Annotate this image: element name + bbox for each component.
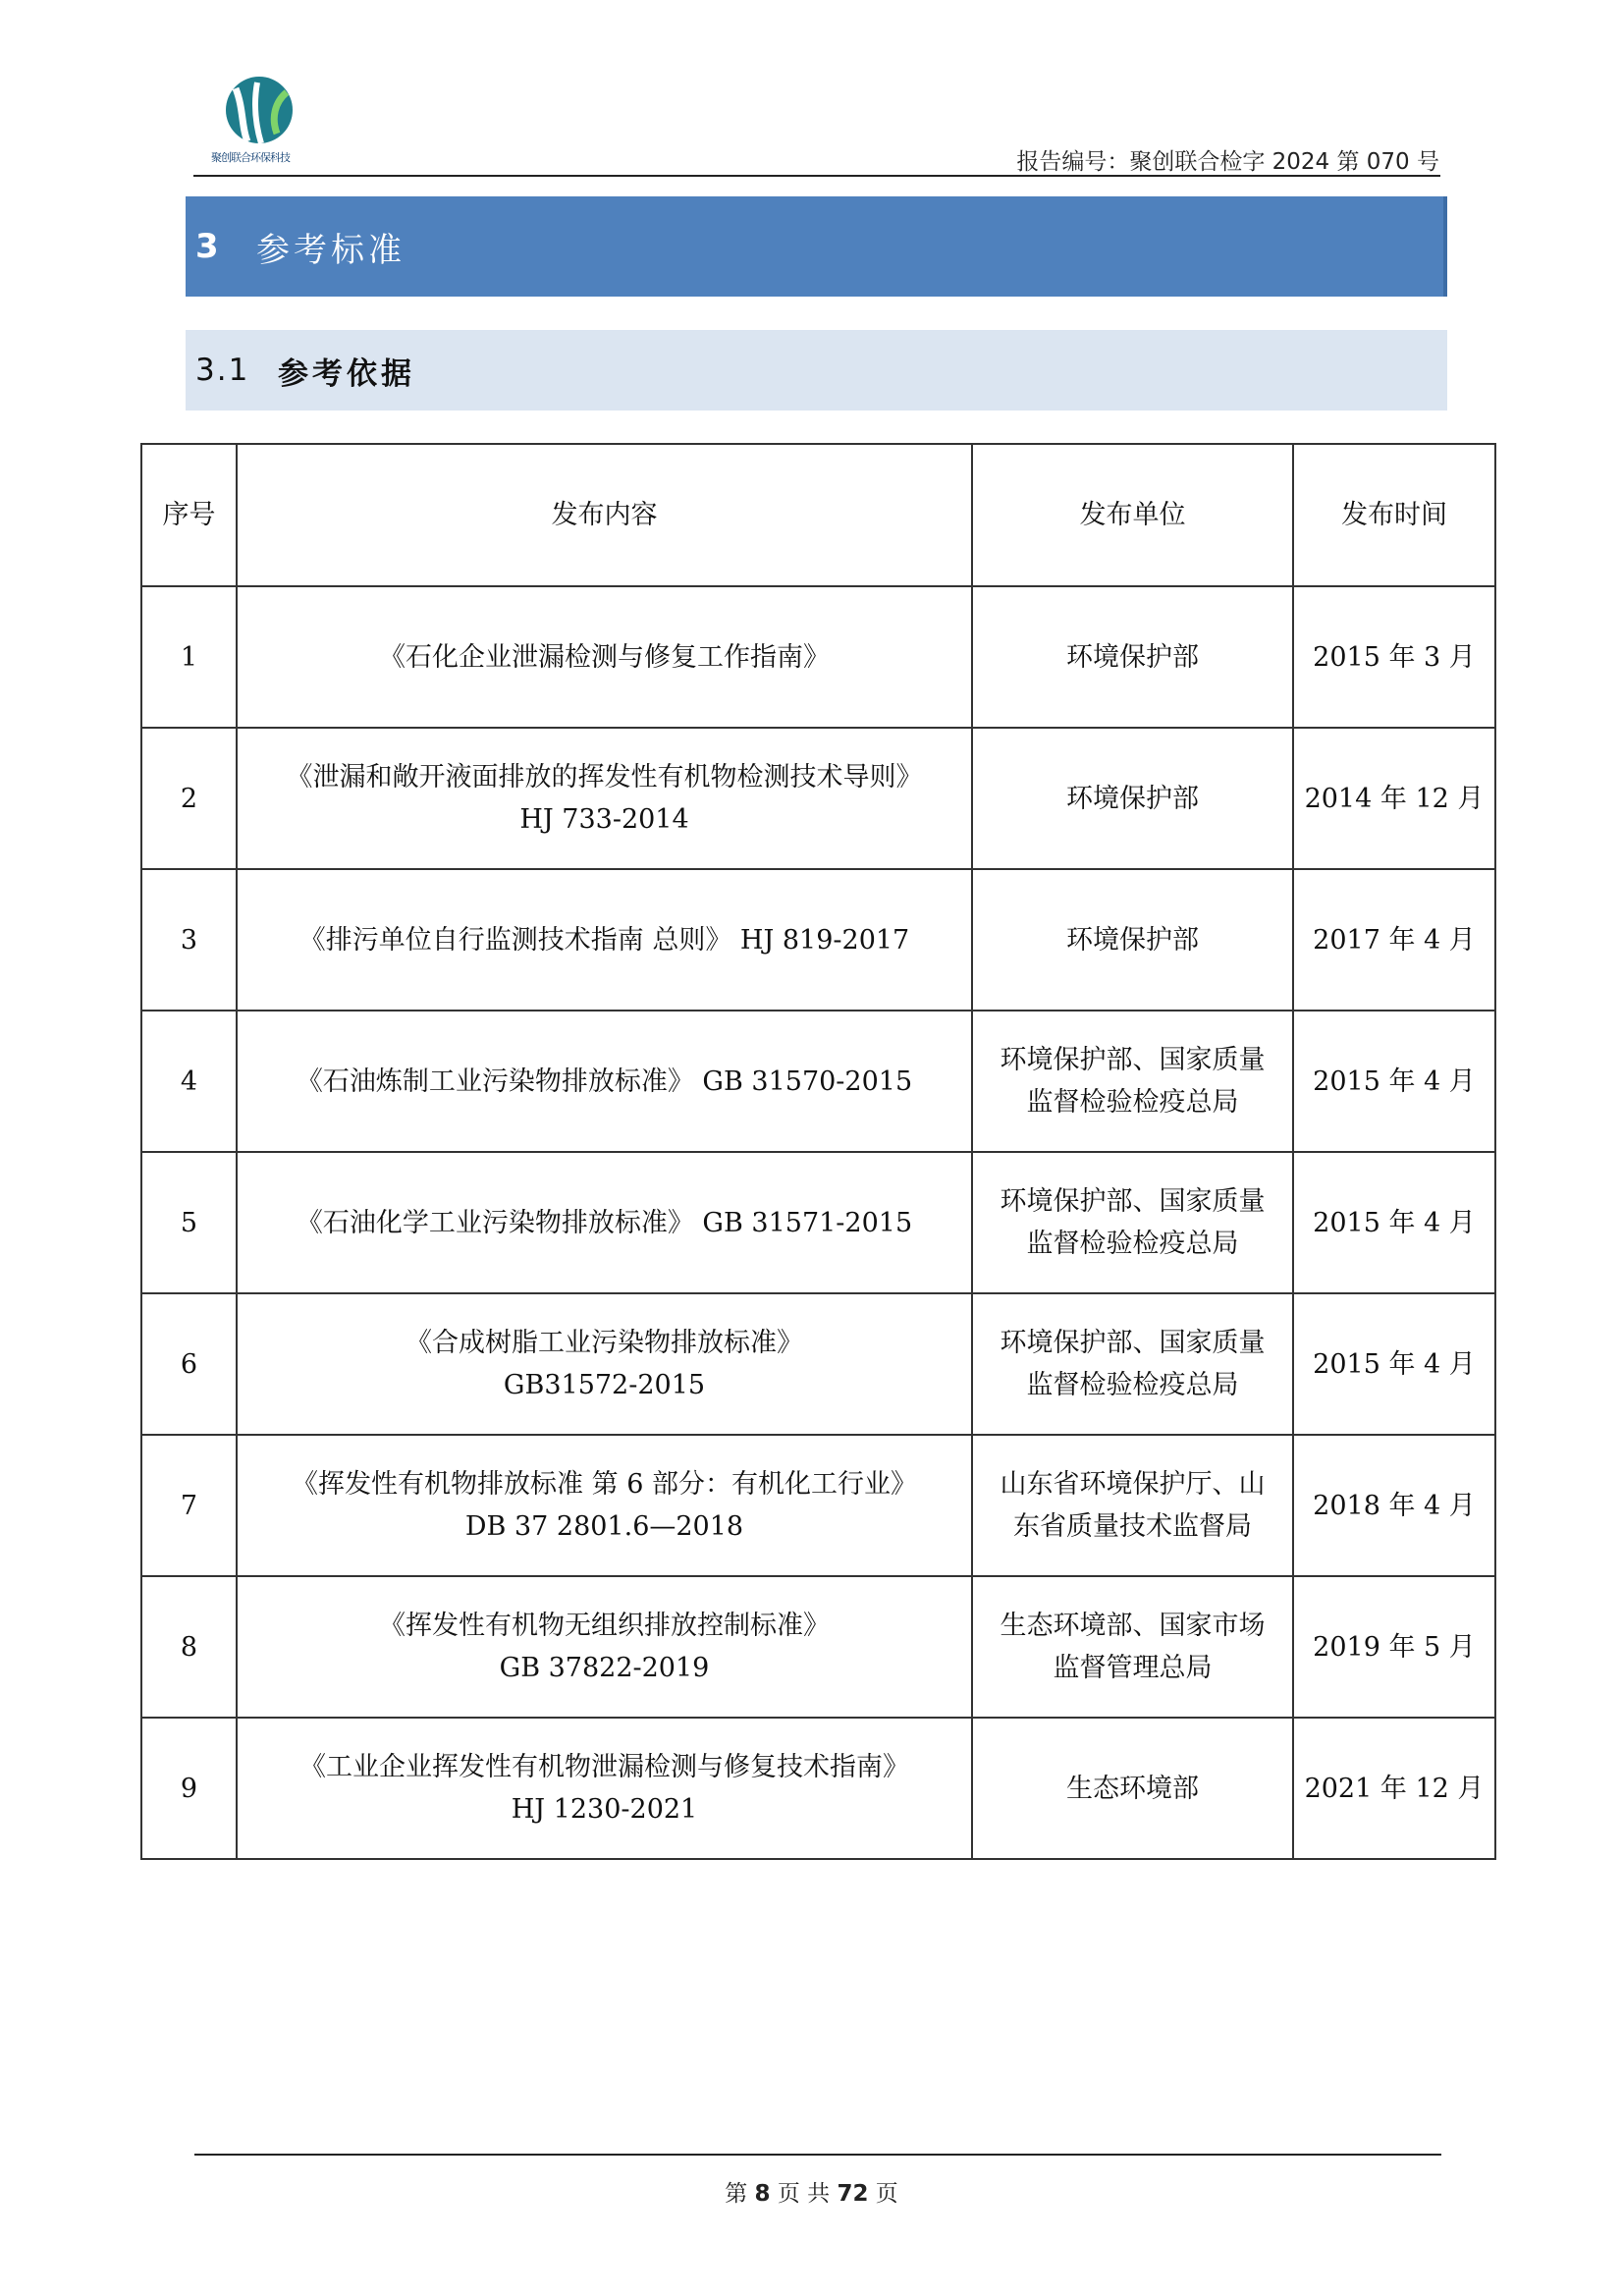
- footer-prefix: 第: [725, 2181, 748, 2207]
- table-row: [141, 586, 1495, 728]
- cell-content: [237, 1576, 972, 1718]
- logo-text: 聚创联合环保科技: [211, 151, 290, 164]
- cell-content: [237, 586, 972, 728]
- cell-unit-line: 环境保护部: [1066, 783, 1199, 814]
- cell-content: [237, 1011, 972, 1152]
- cell-content: [237, 1293, 972, 1435]
- cell-unit-line: 生态环境部、国家市场: [1000, 1611, 1266, 1641]
- header-cell-content: 发布内容: [237, 444, 972, 586]
- cell-content-line: GB 37822-2019: [499, 1653, 710, 1683]
- cell-content-line: 《挥发性有机物无组织排放控制标准》: [379, 1611, 830, 1641]
- header-divider: [193, 175, 1440, 177]
- cell-content: [237, 1435, 972, 1576]
- cell-unit: [972, 1152, 1293, 1293]
- table-row: [141, 1435, 1495, 1576]
- cell-date: 2017 年 4 月: [1293, 869, 1495, 1011]
- header-cell-unit: 发布单位: [972, 444, 1293, 586]
- cell-content-line: 《排污单位自行监测技术指南 总则》 HJ 819-2017: [298, 924, 910, 956]
- cell-unit: [972, 728, 1293, 869]
- cell-content: [237, 1718, 972, 1859]
- header-cell-date: 发布时间: [1293, 444, 1495, 586]
- footer-suffix: 页: [875, 2181, 898, 2207]
- cell-date: 2021 年 12 月: [1293, 1718, 1495, 1859]
- cell-unit: [972, 586, 1293, 728]
- logo-mark-icon: [196, 69, 324, 151]
- table-row: [141, 728, 1495, 869]
- table-row: [141, 869, 1495, 1011]
- cell-content-line: GB31572-2015: [503, 1370, 706, 1400]
- subsection-heading: [186, 330, 1447, 410]
- cell-no: 7: [141, 1435, 237, 1576]
- cell-unit-line: 东省质量技术监督局: [1013, 1511, 1252, 1542]
- cell-content-line: HJ 1230-2021: [511, 1794, 698, 1825]
- table-row: [141, 1152, 1495, 1293]
- section-number: 3: [195, 227, 219, 266]
- section-heading: [186, 196, 1447, 297]
- cell-content-line: 《石油炼制工业污染物排放标准》 GB 31570-2015: [296, 1066, 913, 1097]
- cell-no: 3: [141, 869, 237, 1011]
- cell-unit-line: 监督检验检疫总局: [1026, 1370, 1239, 1400]
- cell-date: 2019 年 5 月: [1293, 1576, 1495, 1718]
- cell-unit-line: 环境保护部: [1066, 924, 1199, 956]
- cell-date: 2015 年 4 月: [1293, 1011, 1495, 1152]
- subsection-number: 3.1: [195, 353, 250, 388]
- cell-no: 2: [141, 728, 237, 869]
- cell-unit-line: 山东省环境保护厅、山: [1000, 1469, 1266, 1500]
- cell-date: 2015 年 3 月: [1293, 586, 1495, 728]
- cell-unit: [972, 1293, 1293, 1435]
- header-cell-no: 序号: [141, 444, 237, 586]
- cell-date: 2015 年 4 月: [1293, 1152, 1495, 1293]
- current-page-number: 8: [754, 2181, 771, 2207]
- table-row: [141, 1011, 1495, 1152]
- cell-no: 1: [141, 586, 237, 728]
- cell-content-line: 《石化企业泄漏检测与修复工作指南》: [379, 641, 830, 673]
- table-row: [141, 1576, 1495, 1718]
- footer-middle: 页 共: [777, 2181, 831, 2207]
- reference-standards-table: [140, 443, 1496, 1860]
- cell-no: 8: [141, 1576, 237, 1718]
- cell-unit-line: 生态环境部: [1066, 1773, 1199, 1804]
- cell-date: 2014 年 12 月: [1293, 728, 1495, 869]
- cell-unit-line: 环境保护部: [1066, 641, 1199, 673]
- cell-no: 6: [141, 1293, 237, 1435]
- table-header-row: [141, 444, 1495, 586]
- section-title: 参考标准: [256, 230, 406, 270]
- footer-divider: [194, 2154, 1441, 2156]
- cell-no: 9: [141, 1718, 237, 1859]
- cell-no: 5: [141, 1152, 237, 1293]
- cell-unit: [972, 869, 1293, 1011]
- cell-content: [237, 1152, 972, 1293]
- cell-no: 4: [141, 1011, 237, 1152]
- table-row: [141, 1718, 1495, 1859]
- report-number: 报告编号：聚创联合检字 2024 第 070 号: [1016, 149, 1439, 175]
- cell-unit: [972, 1011, 1293, 1152]
- subsection-title: 参考依据: [278, 355, 415, 392]
- cell-unit-line: 监督检验检疫总局: [1026, 1229, 1239, 1259]
- cell-unit: [972, 1576, 1293, 1718]
- cell-content: [237, 728, 972, 869]
- cell-date: 2018 年 4 月: [1293, 1435, 1495, 1576]
- cell-content-line: 《工业企业挥发性有机物泄漏检测与修复技术指南》: [299, 1752, 909, 1782]
- cell-content-line: 《合成树脂工业污染物排放标准》: [406, 1328, 803, 1358]
- cell-unit-line: 监督检验检疫总局: [1026, 1087, 1239, 1118]
- cell-unit-line: 环境保护部、国家质量: [1000, 1328, 1266, 1358]
- cell-content-line: 《石油化学工业污染物排放标准》 GB 31571-2015: [296, 1207, 913, 1238]
- cell-unit: [972, 1435, 1293, 1576]
- cell-content-line: 《泄漏和敞开液面排放的挥发性有机物检测技术导则》: [286, 762, 923, 793]
- cell-content-line: HJ 733-2014: [519, 804, 689, 835]
- cell-unit-line: 环境保护部、国家质量: [1000, 1045, 1266, 1075]
- cell-content-line: DB 37 2801.6—2018: [464, 1511, 744, 1542]
- page-footer: [0, 2175, 1623, 2208]
- cell-content: [237, 869, 972, 1011]
- total-page-number: 72: [837, 2181, 869, 2207]
- cell-content-line: 《挥发性有机物排放标准 第 6 部分：有机化工行业》: [292, 1469, 917, 1500]
- table-row: [141, 1293, 1495, 1435]
- cell-unit-line: 监督管理总局: [1053, 1653, 1213, 1683]
- cell-unit: [972, 1718, 1293, 1859]
- cell-date: 2015 年 4 月: [1293, 1293, 1495, 1435]
- cell-unit-line: 环境保护部、国家质量: [1000, 1186, 1266, 1217]
